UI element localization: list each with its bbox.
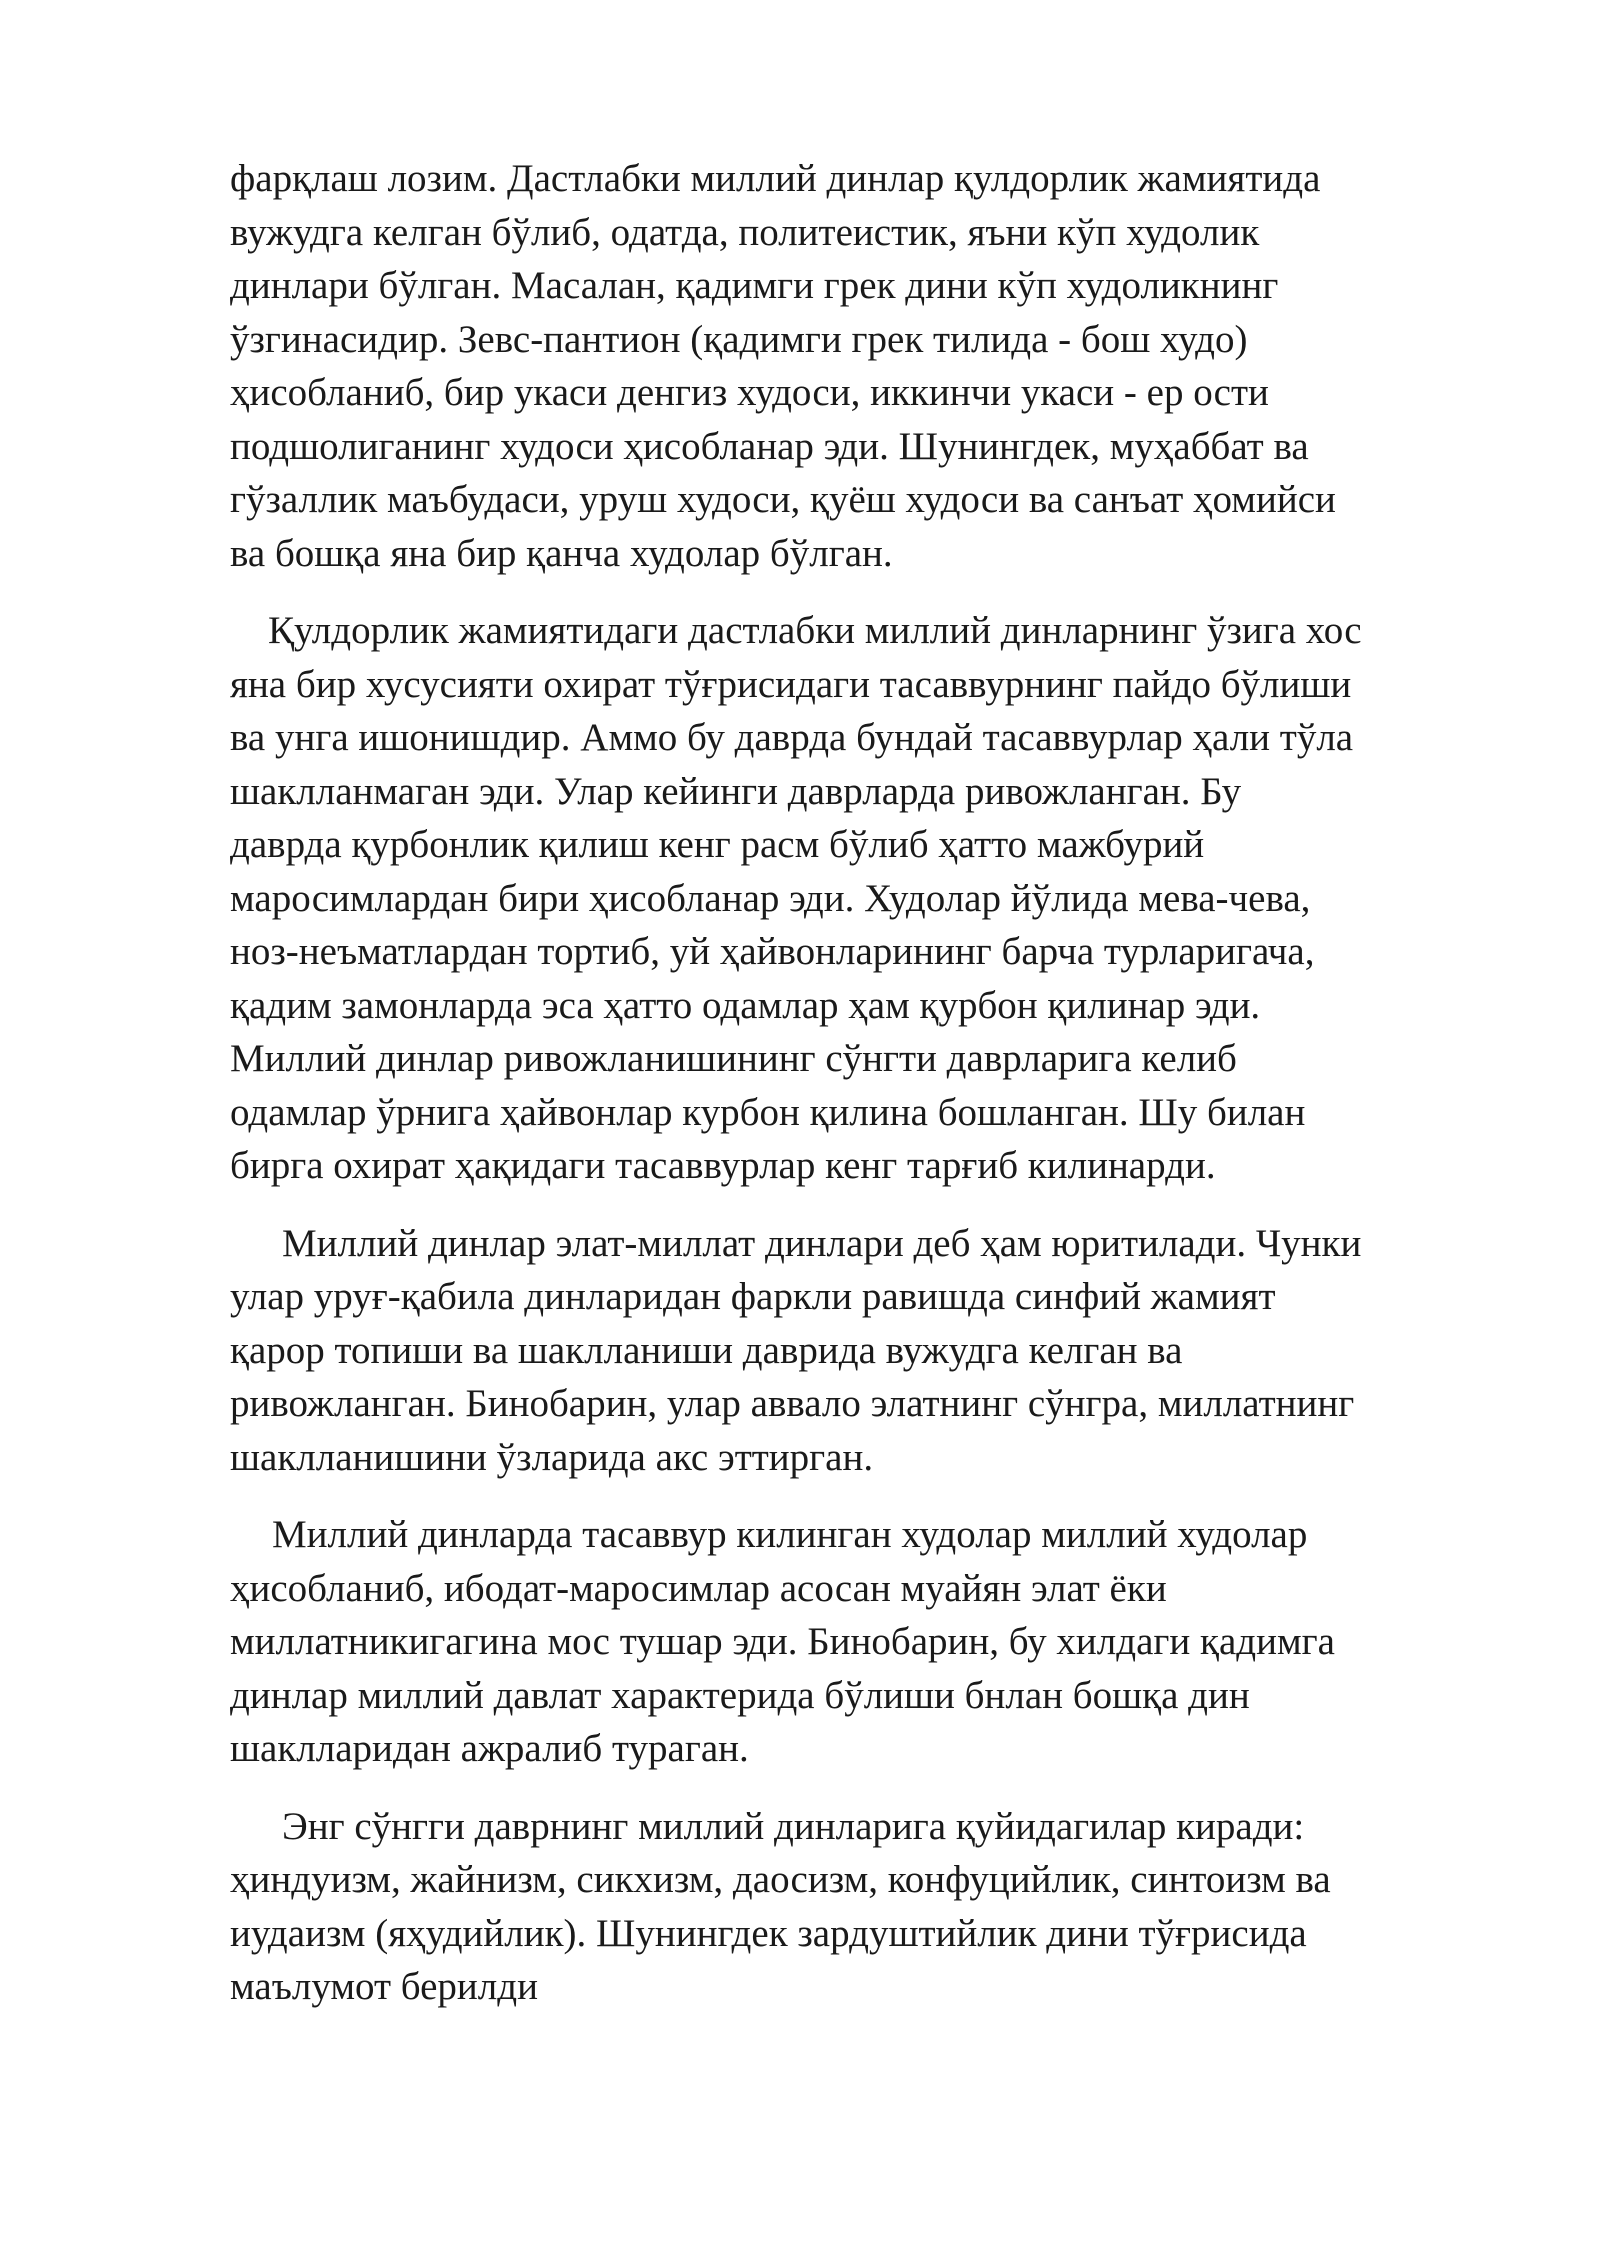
text-line: маросимлардан бири ҳисобланар эди. Худолар йўлида мева-чева, (230, 876, 1311, 920)
text-line: ҳиндуизм, жайнизм, сикхизм, даосизм, конфуцийлик, синтоизм ва (230, 1858, 1331, 1901)
paragraph (230, 1508, 1510, 1776)
text-line: ҳисобланиб, ибодат-маросимлар асосан муайян элат ёки (230, 1566, 1167, 1610)
text-line: маълумот берилди (230, 1965, 538, 2008)
text-line: бирга охират ҳақидаги тасаввурлар кенг тарғиб килинарди. (230, 1144, 1216, 1187)
text-line-content: Миллий динларда тасаввур килинган худолар миллий худолар (272, 1513, 1308, 1556)
text-line: ўзгинасидир. Зевс-пантион (қадимги грек тилида - бош худо) (230, 317, 1248, 361)
paragraph (230, 152, 1510, 580)
text-line (230, 1217, 1510, 1271)
paragraph (230, 1800, 1510, 2014)
text-line-content: Миллий динлар элат-миллат динлари деб ҳам юритилади. Чунки (282, 1221, 1362, 1265)
text-line: ноз-неъматлардан тортиб, уй ҳайвонларининг барча турларигача, (230, 930, 1315, 973)
text-line: фарқлаш лозим. Дастлабки миллий динлар қулдорлик жамиятида (230, 157, 1321, 200)
text-line: шаклланишини ўзларида акс эттирган. (230, 1435, 874, 1479)
text-line: қадим замонларда эса ҳатто одамлар ҳам қурбон қилинар эди. (230, 983, 1261, 1027)
text-line (230, 1508, 1510, 1562)
text-line: ривожланган. Бинобарин, улар аввало элатнинг сўнгра, миллатнинг (230, 1382, 1355, 1425)
text-line-content: Қулдорлик жамиятидаги дастлабки миллий динларнинг ўзига хос (268, 609, 1362, 652)
text-line: динлар миллий давлат характерида бўлиши бнлан бошқа дин (230, 1673, 1250, 1717)
text-line-content: Энг сўнгги даврнинг миллий динларига қуйидагилар киради: (282, 1804, 1305, 1848)
text-line: шаклланмаган эди. Улар кейинги даврларда ривожланган. Бу (230, 769, 1242, 813)
paragraph (230, 1217, 1510, 1485)
paragraph (230, 604, 1510, 1193)
text-line: қарор топиши ва шаклланиши даврида вужудга келган ва (230, 1328, 1183, 1372)
text-line: миллатникигагина мос тушар эди. Бинобарин, бу хилдаги қадимга (230, 1620, 1335, 1663)
text-line: одамлар ўрнига ҳайвонлар курбон қилина бошланган. Шу билан (230, 1090, 1306, 1134)
text-line: вужудга келган бўлиб, одатда, политеистик, яъни кўп худолик (230, 210, 1260, 254)
text-line: улар уруғ-қабила динларидан фаркли равишда синфий жамият (230, 1275, 1276, 1318)
text-line: ҳисобланиб, бир укаси денгиз худоси, иккинчи укаси - ер ости (230, 371, 1269, 414)
text-line: ва бошқа яна бир қанча худолар бўлган. (230, 531, 893, 575)
text-line: даврда қурбонлик қилиш кенг расм бўлиб ҳатто мажбурий (230, 823, 1205, 866)
text-line: Миллий динлар ривожланишининг сўнгти даврларига келиб (230, 1037, 1237, 1080)
text-line: яна бир хусусияти охират тўғрисидаги тасаввурнинг пайдо бўлиши (230, 662, 1352, 706)
text-line: шаклларидан ажралиб тураган. (230, 1727, 749, 1770)
text-line: иудаизм (яҳудийлик). Шунингдек зардуштийлик дини тўғрисида (230, 1911, 1307, 1955)
text-line: подшолиганинг худоси ҳисобланар эди. Шунингдек, муҳаббат ва (230, 424, 1309, 468)
text-line: гўзаллик маъбудаси, уруш худоси, қуёш худоси ва санъат ҳомийси (230, 478, 1336, 521)
text-line: динлари бўлган. Масалан, қадимги грек дини кўп худоликнинг (230, 264, 1279, 307)
document-body (230, 152, 1510, 2014)
text-line (230, 604, 1510, 658)
text-line (230, 1800, 1510, 1854)
text-line: ва унга ишонишдир. Аммо бу даврда бундай тасаввурлар ҳали тўла (230, 716, 1354, 759)
